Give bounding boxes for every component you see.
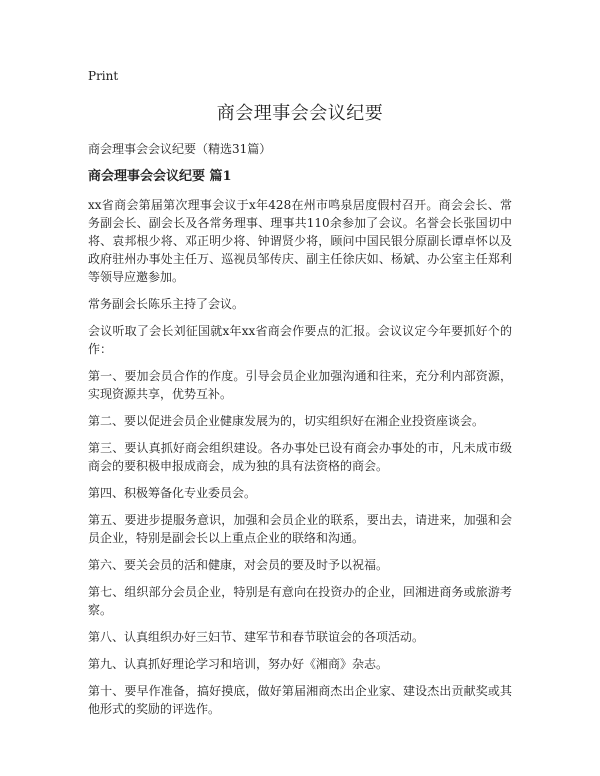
paragraph-item-10: 第十、要早作准备，搞好摸底，做好第届湘商杰出企业家、建设杰出贡献奖或其他形式的奖励的评选作。 — [88, 684, 512, 716]
print-link[interactable]: Print — [88, 69, 119, 83]
paragraph-item-9: 第九、认真抓好理论学习和培训，努办好《湘商》杂志。 — [88, 657, 389, 671]
paragraph-meeting-intro: xx省商会第届第次理事会议于x年428在州市鸣泉居度假村召开。商会会长、常务副会长、副会长及各常务理事、理事共110余参加了会议。名誉会长张国切中将、袁邦根少将、邓正明少将、钟谓贤少将，顾问中国民银分原副长谭卓怀以及政府驻州办事处主任万、巡视员邹传庆、副主任徐庆如、杨斌、办公室主任郑利等领导应邀参加。 — [88, 198, 512, 284]
paragraph-item-5: 第五、要进步提服务意识，加强和会员企业的联系，要出去，请进来，加强和会员企业，特别是副会长以上重点企业的联络和沟通。 — [88, 513, 512, 545]
paragraph-chair: 常务副会长陈乐主持了会议。 — [88, 297, 245, 311]
page-title: 商会理事会会议纪要 — [216, 103, 384, 124]
paragraph-item-8: 第八、认真组织办好三妇节、建军节和春节联谊会的各项活动。 — [88, 630, 425, 644]
paragraph-item-4: 第四、积极筹备化专业委员会。 — [88, 486, 257, 500]
paragraph-item-2: 第二、要以促进会员企业健康发展为的，切实组织好在湘企业投资座谈会。 — [88, 414, 485, 428]
paragraph-report: 会议听取了会长刘征国就x年xx省商会作要点的汇报。会议议定今年要抓好个的作： — [88, 324, 512, 356]
document-subtitle: 商会理事会会议纪要（精选31篇） — [88, 142, 272, 156]
paragraph-item-7: 第七、组织部分会员企业，特别是有意向在投资办的企业，回湘进商务或旅游考察。 — [88, 585, 512, 617]
paragraph-item-6: 第六、要关会员的活和健康，对会员的要及时予以祝福。 — [88, 558, 389, 572]
paragraph-item-3: 第三、要认真抓好商会组织建设。各办事处已设有商会办事处的市，凡未成市级商会的要积极申报成商会，成为独的具有法资格的商会。 — [88, 441, 512, 473]
section-heading: 商会理事会会议纪要 篇1 — [88, 169, 232, 184]
paragraph-item-1: 第一、要加会员合作的作度。引导会员企业加强沟通和往来，充分利内部资源，实现资源共享，优势互补。 — [88, 369, 512, 401]
